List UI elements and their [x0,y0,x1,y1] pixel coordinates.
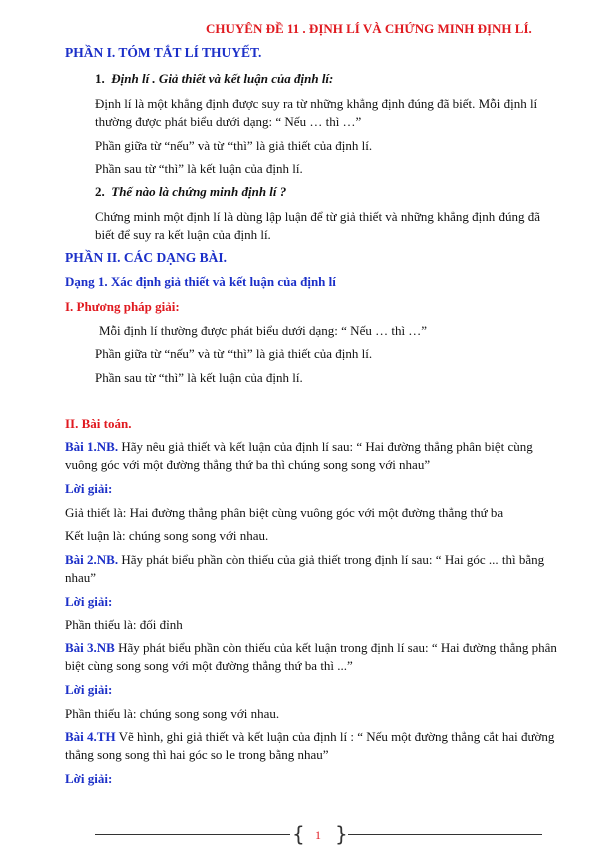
method-line2: Phần giữa từ “nếu” và từ “thì” là giả thiết của định lí. [95,346,373,361]
problem3-line1 [65,640,557,656]
problem1-text: Hãy nêu giả thiết và kết luận của định lí sau: “ Hai đường thẳng phân biệt cùng [118,439,533,454]
problem3-label: Bài 3.NB [65,640,115,655]
problem4-line1 [65,729,554,745]
s2-paragraph-line2: biết để suy ra kết luận của định lí. [95,227,271,242]
section2-heading [95,184,286,200]
problem1-line2: vuông góc với một đường thẳng thứ ba thì chúng song song với nhau” [65,457,431,472]
footer-brace-left: { [292,822,305,846]
footer-rule-left [95,834,290,835]
problem1-solution1: Giả thiết là: Hai đường thẳng phân biệt cùng vuông góc với một đường thẳng thứ ba [65,505,504,520]
problem1-label: Bài 1.NB. [65,439,119,454]
problem1-solution-label: Lời giải: [65,481,113,496]
problem1-line1 [65,439,533,455]
problem3-solution1: Phần thiếu là: chúng song song với nhau. [65,706,280,721]
section1-title: Định lí . Giả thiết và kết luận của định lí: [111,71,334,86]
dang1-heading: Dạng 1. Xác định giả thiết và kết luận của định lí [65,274,336,289]
s1-paragraph-line2: thường được phát biểu dưới dạng: “ Nếu … thì …” [95,114,362,129]
problem2-label: Bài 2.NB. [65,552,119,567]
method-line1: Mỗi định lí thường được phát biểu dưới dạng: “ Nếu … thì …” [99,323,428,338]
problem4-solution-label: Lời giải: [65,771,113,786]
problem1-solution2: Kết luận là: chúng song song với nhau. [65,528,269,543]
problem2-line2: nhau” [65,570,97,585]
problem2-solution1: Phần thiếu là: đối đỉnh [65,617,183,632]
problem3-text: Hãy phát biểu phần còn thiếu của kết luận trong định lí sau: “ Hai đường thẳng phân [114,640,557,655]
problem4-text: Vẽ hình, ghi giả thiết và kết luận của định lí : “ Nếu một đường thẳng cắt hai đường [115,729,555,744]
problem4-line2: thẳng song song thì hai góc so le trong bằng nhau” [65,747,329,762]
s1-paragraph2: Phần giữa từ “nếu” và từ “thì” là giả thiết của định lí. [95,138,373,153]
s1-paragraph3: Phần sau từ “thì” là kết luận của định lí. [95,161,303,176]
method-heading: I. Phương pháp giải: [65,299,180,314]
s1-paragraph-line1: Định lí là một khẳng định được suy ra từ những khẳng định đúng đã biết. Mỗi định lí [95,96,538,111]
section1-heading [95,71,333,87]
page-number: 1 [315,828,321,842]
section2-title: Thế nào là chứng minh định lí ? [111,184,287,199]
footer-rule-right [348,834,542,835]
part2-heading: PHẦN II. CÁC DẠNG BÀI. [65,250,228,265]
problem2-text: Hãy phát biểu phần còn thiếu của giả thiết trong định lí sau: “ Hai góc ... thì bằng [118,552,545,567]
problems-heading: II. Bài toán. [65,416,132,431]
problem4-label: Bài 4.TH [65,729,116,744]
problem3-solution-label: Lời giải: [65,682,113,697]
section1-number: 1. [95,71,105,86]
method-line3: Phần sau từ “thì” là kết luận của định lí. [95,370,303,385]
problem2-line1 [65,552,544,568]
document-title: CHUYÊN ĐỀ 11 . ĐỊNH LÍ VÀ CHỨNG MINH ĐỊNH LÍ. [206,21,532,36]
footer-brace-right: } [335,822,348,846]
problem3-line2: biệt cùng song song với một đường thẳng thứ ba thì ...” [65,658,353,673]
problem2-solution-label: Lời giải: [65,594,113,609]
section2-number: 2. [95,184,105,199]
part1-heading: PHẦN I. TÓM TẮT LÍ THUYẾT. [65,45,262,60]
s2-paragraph-line1: Chứng minh một định lí là dùng lập luận để từ giả thiết và những khẳng định đúng đã [95,209,541,224]
